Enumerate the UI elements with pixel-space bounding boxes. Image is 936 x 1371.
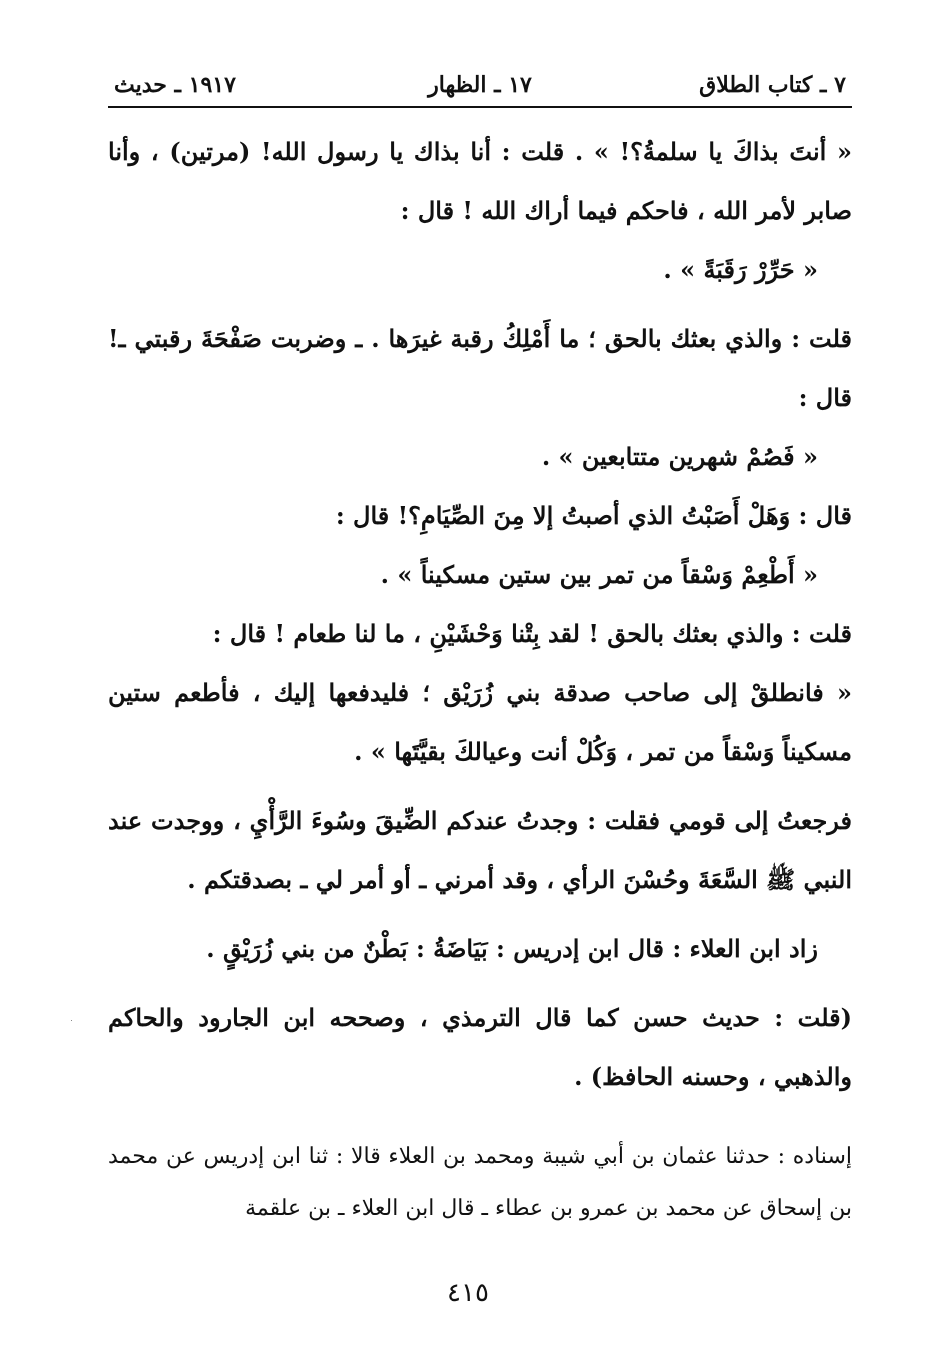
prophet-saying-charity: « فانطلقْ إلى صاحب صدقة بني زُرَيْق ؛ فليدفعها إليك ، فأطعم ستين مسكيناً وَسْقاً من تمر ، وَكُلْ أنت وعيالكَ بقيَّتَها » . <box>108 678 852 766</box>
section-divider <box>108 1118 852 1119</box>
scan-mark <box>71 1020 72 1021</box>
page-body <box>108 122 852 1235</box>
paragraph-dialogue-2: قلت : والذي بعثك بالحق ؛ ما أَمْلِكُ رقبة غيرَها . ـ وضربت صَفْحَةَ رقبتي ـ! قال : <box>108 324 852 412</box>
paragraph-dialogue-1: « أنتَ بذاكَ يا سلمةُ؟! » . قلت : أنا بذاك يا رسول الله! (مرتين) ، وأنا صابر لأمر الله ، فاحكم فيما أراك الله ! قال : <box>108 137 852 225</box>
header-chapter-title: ١٧ ـ الظهار <box>428 72 532 98</box>
paragraph-addition-ibn-alalaa: زاد ابن العلاء : قال ابن إدريس : بَيَاضَةُ : بَطْنٌ من بني زُرَيْقٍ . <box>206 934 818 963</box>
header-book-title: ٧ ـ كتاب الطلاق <box>699 72 846 98</box>
paragraph-dialogue-3: قال : وَهَلْ أَصَبْتُ الذي أصبتُ إلا مِنَ الصِّيَامِ؟! قال : <box>335 501 852 530</box>
header-hadith-number: ١٩١٧ ـ حديث <box>114 72 236 98</box>
prophet-saying-fast: « فَصُمْ شهرين متتابعين » . <box>541 442 818 471</box>
page-number: ٤١٥ <box>447 1278 489 1308</box>
prophet-saying-free-slave: « حَرِّرْ رَقَبَةً » . <box>663 255 818 284</box>
page-header <box>108 62 852 108</box>
paragraph-return-to-people: فرجعتُ إلى قومي فقلت : وجدتُ عندكم الضِّيقَ وسُوءَ الرَّأْيِ ، ووجدت عند النبي ﷺ السَّعَةَ وحُسْنَ الرأي ، وقد أمرني ـ أو أمر لي ـ بصدقتكم . <box>108 806 852 894</box>
isnad-paragraph: إسناده : حدثنا عثمان بن أبي شيبة ومحمد بن العلاء قالا : ثنا ابن إدريس عن محمد بن إسحاق عن محمد بن عمرو بن عطاء ـ قال ابن العلاء ـ بن علقمة <box>108 1144 852 1221</box>
grading-note: (قلت : حديث حسن كما قال الترمذي ، وصححه ابن الجارود والحاكم والذهبي ، وحسنه الحافظ) . <box>108 1003 852 1091</box>
prophet-saying-feed: « أَطْعِمْ وَسْقاً من تمر بين ستين مسكيناً » . <box>380 560 818 589</box>
paragraph-dialogue-4: قلت : والذي بعثك بالحق ! لقد بِتْنا وَحْشَيْنِ ، ما لنا طعام ! قال : <box>212 619 852 648</box>
